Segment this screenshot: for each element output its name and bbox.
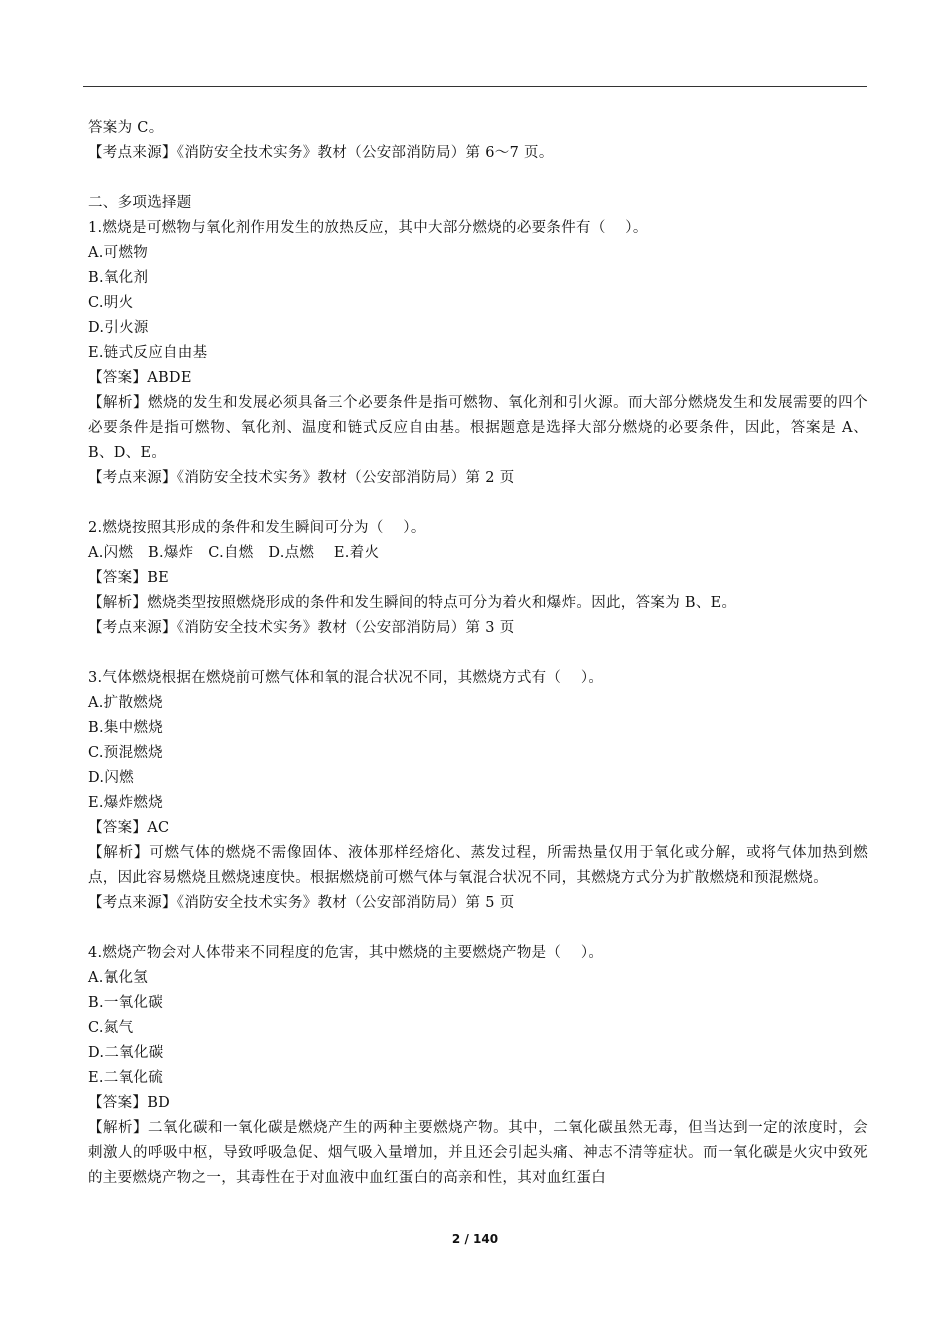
page-number: 2 / 140 [451, 1232, 499, 1246]
question-3 [88, 666, 868, 916]
option: D.闪燃 [88, 770, 134, 786]
analysis: 【解析】燃烧类型按照燃烧形成的条件和发生瞬间的特点可分为着火和爆炸。因此，答案为 B、E。 [88, 595, 737, 611]
option: B.氧化剂 [88, 270, 149, 286]
answer: 【答案】AC [88, 820, 170, 836]
option: C.明火 [88, 295, 134, 311]
question-stem: 3.气体燃烧根据在燃烧前可燃气体和氧的混合状况不同，其燃烧方式有（ ）。 [88, 670, 604, 686]
source: 【考点来源】《消防安全技术实务》教材（公安部消防局）第 2 页 [88, 470, 515, 486]
option: E.爆炸燃烧 [88, 795, 163, 811]
question-stem: 1.燃烧是可燃物与氧化剂作用发生的放热反应，其中大部分燃烧的必要条件有（ ）。 [88, 220, 648, 236]
header-rule [83, 86, 867, 87]
option: B.集中燃烧 [88, 720, 164, 736]
options-inline: A.闪燃 B.爆炸 C.自燃 D.点燃 E.着火 [88, 545, 380, 561]
option: A.可燃物 [88, 245, 149, 261]
option: C.预混燃烧 [88, 745, 163, 761]
analysis: 【解析】可燃气体的燃烧不需像固体、液体那样经熔化、蒸发过程，所需热量仅用于氧化或分解，或将气体加热到燃点，因此容易燃烧且燃烧速度快。根据燃烧前可燃气体与氧混合状况不同，其燃烧方式分为扩散燃烧和预混燃烧。 [88, 845, 868, 886]
answer: 【答案】BD [88, 1095, 171, 1111]
previous-answer: 答案为 C。 [88, 120, 164, 136]
option: D.二氧化碳 [88, 1045, 164, 1061]
option: E.链式反应自由基 [88, 345, 208, 361]
option: A.氰化氢 [88, 970, 149, 986]
option: B.一氧化碳 [88, 995, 164, 1011]
option: D.引火源 [88, 320, 149, 336]
option: C.氮气 [88, 1020, 134, 1036]
question-stem: 4.燃烧产物会对人体带来不同程度的危害，其中燃烧的主要燃烧产物是（ ）。 [88, 945, 604, 961]
source: 【考点来源】《消防安全技术实务》教材（公安部消防局）第 5 页 [88, 895, 515, 911]
answer: 【答案】BE [88, 570, 170, 586]
option: A.扩散燃烧 [88, 695, 163, 711]
question-stem: 2.燃烧按照其形成的条件和发生瞬间可分为（ ）。 [88, 520, 426, 536]
question-1 [88, 216, 868, 491]
source: 【考点来源】《消防安全技术实务》教材（公安部消防局）第 3 页 [88, 620, 515, 636]
section-title: 二、多项选择题 [88, 195, 192, 211]
document-body [88, 116, 868, 1191]
answer: 【答案】ABDE [88, 370, 192, 386]
question-4 [88, 941, 868, 1191]
option: E.二氧化硫 [88, 1070, 163, 1086]
previous-source: 【考点来源】《消防安全技术实务》教材（公安部消防局）第 6～7 页。 [88, 145, 554, 161]
analysis: 【解析】燃烧的发生和发展必须具备三个必要条件是指可燃物、氧化剂和引火源。而大部分燃烧发生和发展需要的四个必要条件是指可燃物、氧化剂、温度和链式反应自由基。根据题意是选择大部分燃烧的必要条件，因此，答案是 A、B、D、E。 [88, 395, 868, 461]
question-2 [88, 516, 868, 641]
analysis: 【解析】二氧化碳和一氧化碳是燃烧产生的两种主要燃烧产物。其中，二氧化碳虽然无毒，但当达到一定的浓度时，会刺激人的呼吸中枢，导致呼吸急促、烟气吸入量增加，并且还会引起头痛、神志不清等症状。而一氧化碳是火灾中致死的主要燃烧产物之一，其毒性在于对血液中血红蛋白的高亲和性，其对血红蛋白 [88, 1120, 868, 1186]
